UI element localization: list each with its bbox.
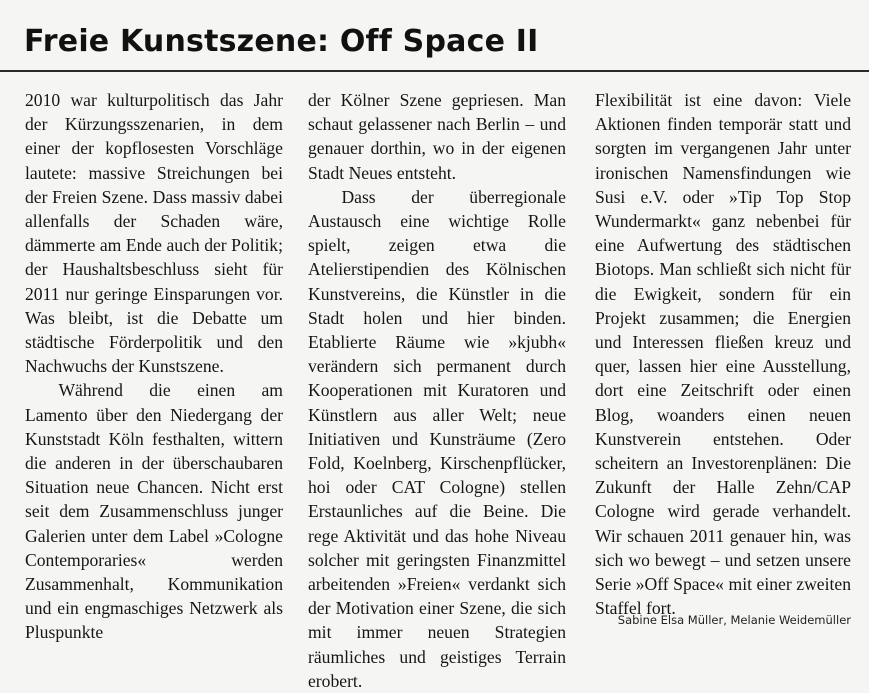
paragraph: Flexibilität ist eine davon: Viele Aktionen finden temporär statt und sorgten im vergangenen Jahr unter ironischen Namensfindungen wie Susi e.V. oder »Tip Top Stop Wundermarkt« ganz nebenbei für eine Aufwertung des städtischen Biotops. Man schließt sich nicht für die Ewigkeit, sondern für ein Projekt zusammen; die Energien und Interessen fließen kreuz und quer, lassen hier eine Ausstellung, dort eine Zeitschrift oder einen Blog, woanders einen neuen Kunstverein entstehen. Oder scheitern an Investorenplänen: Die Zukunft der Halle Zehn/CAP Cologne wird gerade verhandelt. Wir schauen 2011 genauer hin, was sich wo bewegt – und setzen unsere Serie »Off Space« mit einer zweiten Staffel fort. xyxy=(595,90,851,619)
author-byline: Sabine Elsa Müller, Melanie Weidemüller xyxy=(617,613,851,627)
article-column-1 xyxy=(25,88,283,645)
paragraph: der Kölner Szene gepriesen. Man schaut gelassener nach Berlin – und genauer dorthin, wo in der eigenen Stadt Neues entsteht. xyxy=(308,90,566,183)
article-column-2 xyxy=(308,88,566,693)
paragraph: 2010 war kulturpolitisch das Jahr der Kürzungsszenarien, in dem einer der kopflosesten Vorschläge lautete: massive Streichungen bei der Freien Szene. Dass massiv dabei allenfalls der Schaden wäre, dämmerte am Ende auch der Politik; der Haushaltsbeschluss sieht für 2011 nur geringe Einsparungen vor. Was bleibt, ist die Debatte um städtische Förderpolitik und den Nachwuchs der Kunstszene. xyxy=(25,90,283,377)
article-column-3 xyxy=(595,88,851,620)
paragraph: Dass der überregionale Austausch eine wichtige Rolle spielt, zeigen etwa die Atelierstipendien des Kölnischen Kunstvereins, die Künstler in die Stadt holen und hier binden. Etablierte Räume wie »kjubh« verändern sich permanent durch Kooperationen mit Kuratoren und Künstlern aus aller Welt; neue Initiativen und Kunsträume (Zero Fold, Koelnberg, Kirschenpflücker, hoi oder CAT Cologne) stellen Erstaunliches auf die Beine. Die rege Aktivität und das hohe Niveau solcher mit geringsten Finanzmittel arbeitenden »Freien« verdankt sich der Motivation einer Szene, die sich mit immer neuen Strategien räumliches und geistiges Terrain erobert. xyxy=(308,186,566,691)
article-headline: Freie Kunstszene: Off Space II xyxy=(24,24,539,59)
paragraph: Während die einen am Lamento über den Niedergang der Kunststadt Köln festhalten, wittern die anderen in der überschaubaren Situation neue Chancen. Nicht erst seit dem Zusammenschluss junger Galerien unter dem Label »Cologne Contemporaries« werden Zusammenhalt, Kommunikation und ein engmaschiges Netzwerk als Pluspunkte xyxy=(25,380,283,643)
headline-rule xyxy=(0,70,869,72)
